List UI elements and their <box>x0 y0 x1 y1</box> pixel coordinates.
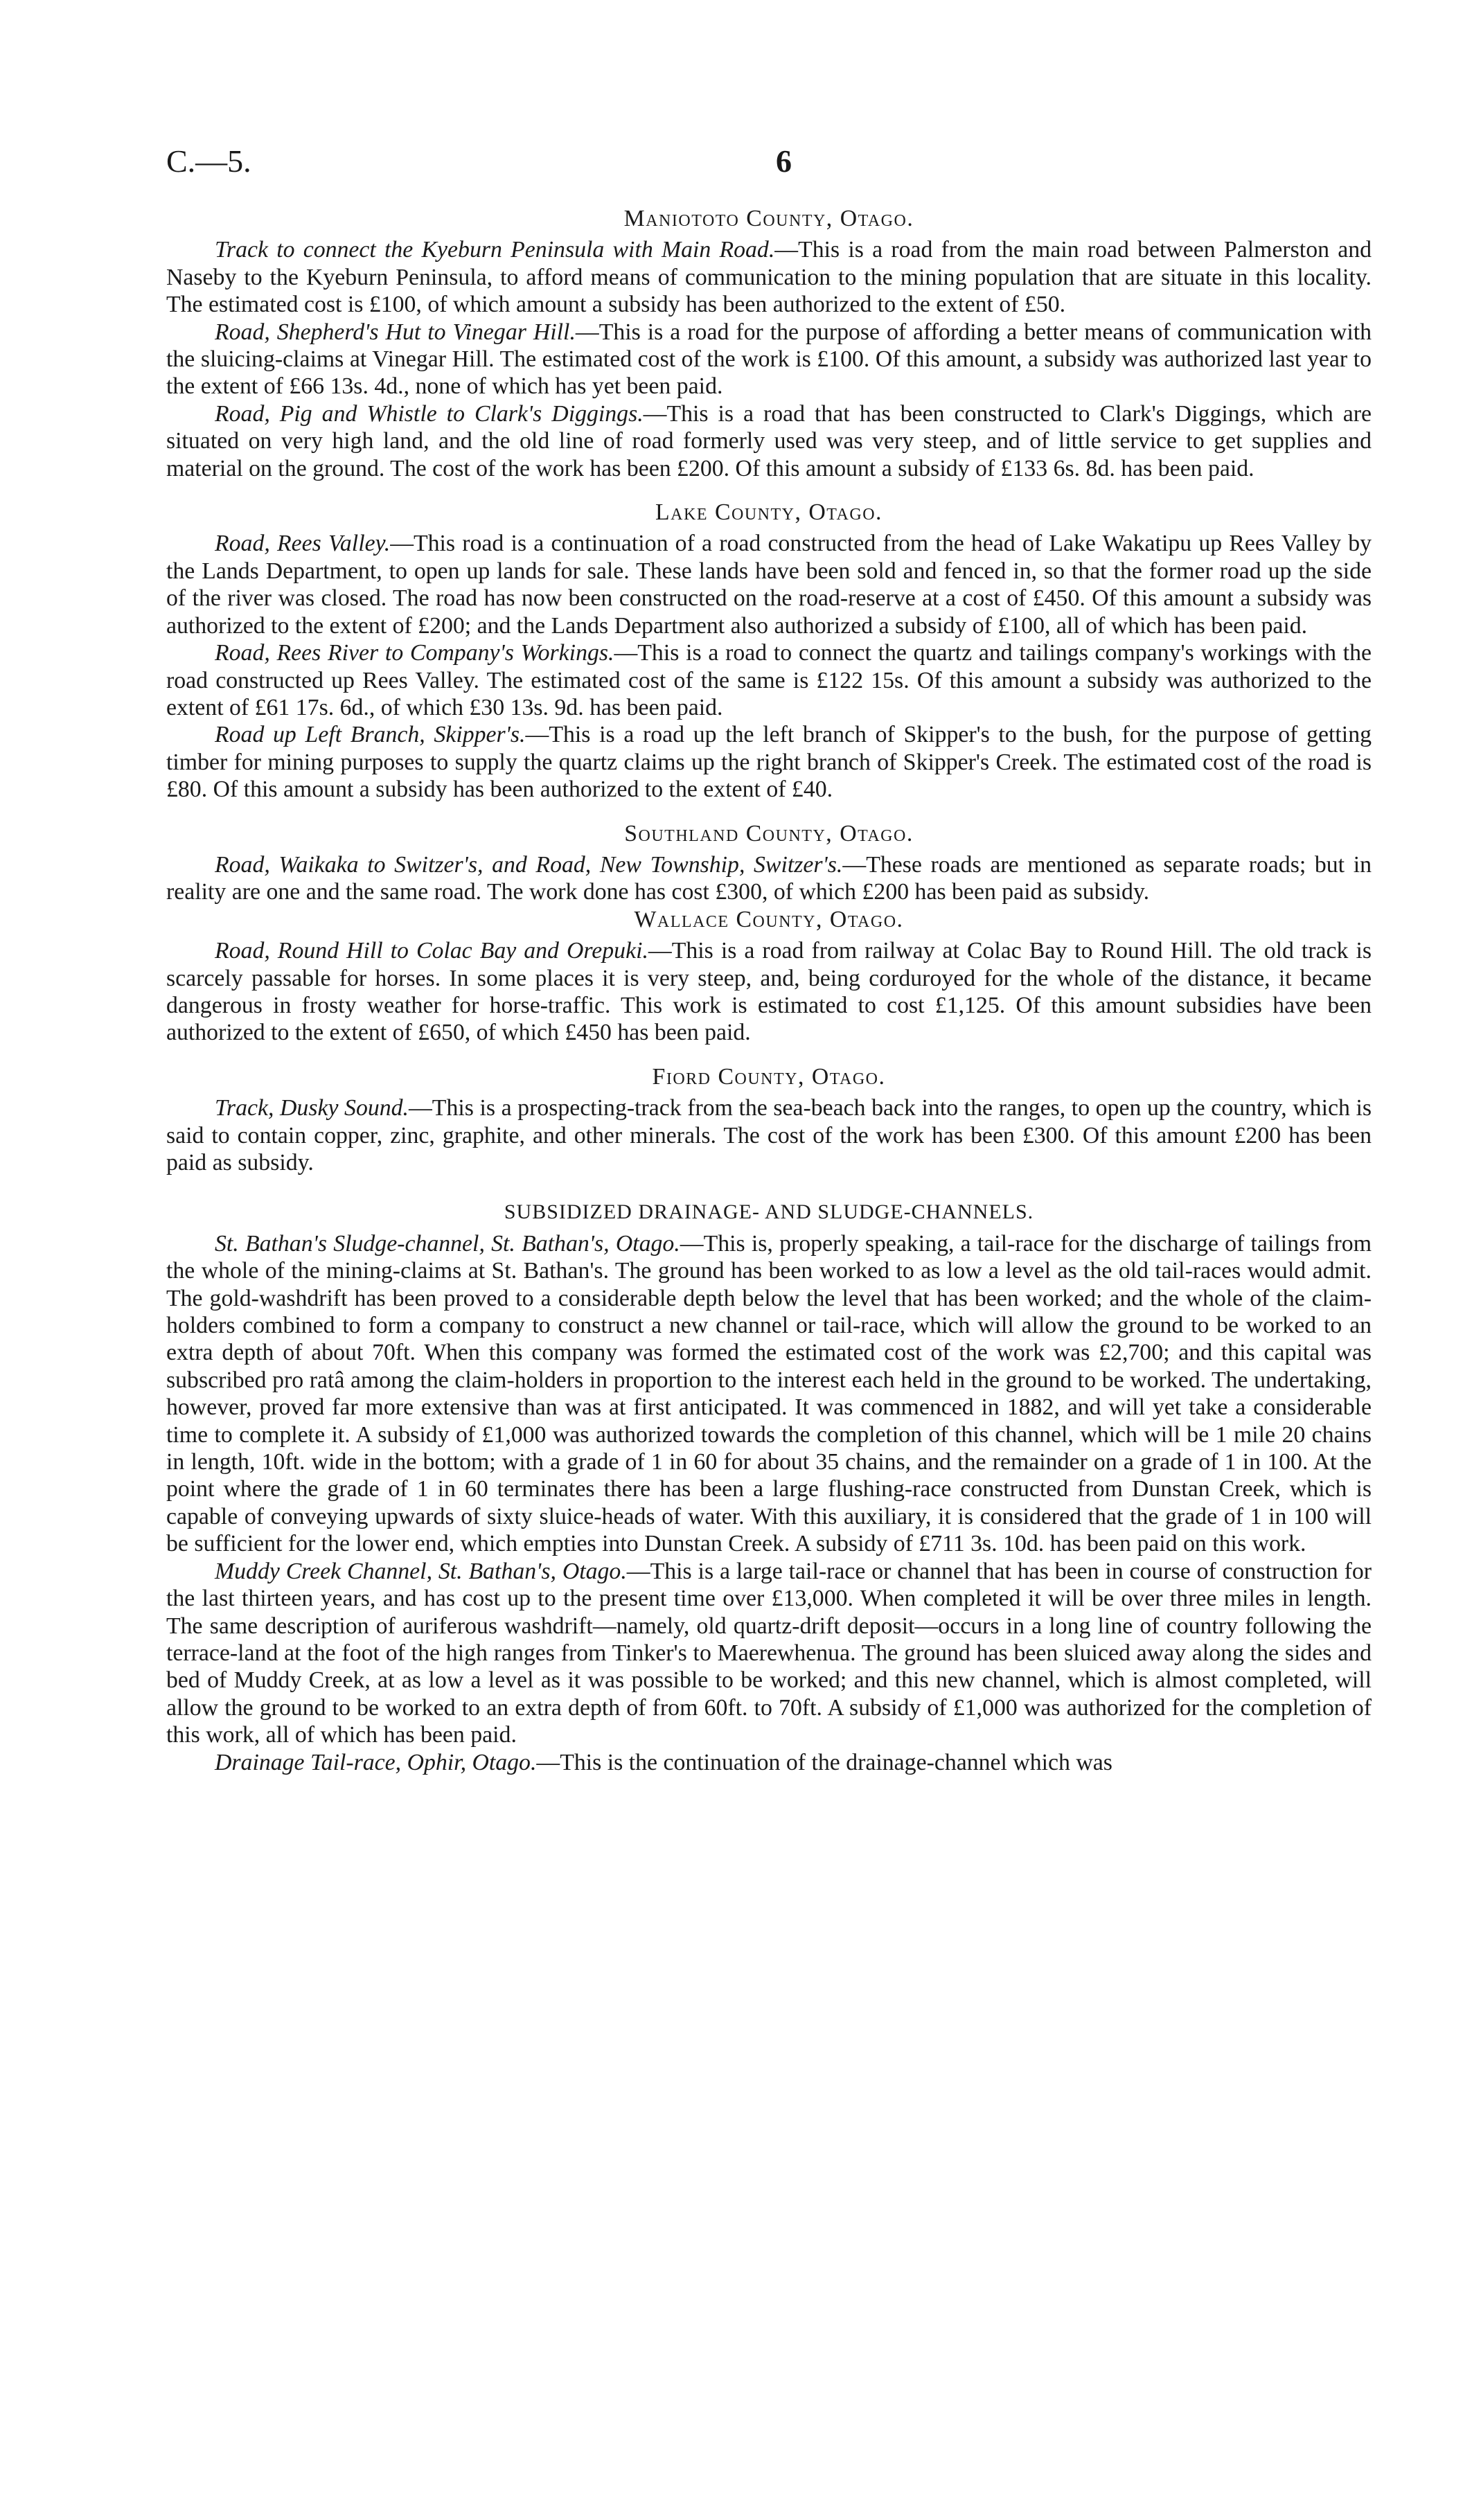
paragraph-text: —This is a road for the purpose of affording a better means of communication with the sluicing-claims at Vinegar Hill. The estimated cost of the work is £100. Of this amount, a subsidy was authorized last year to the extent of £66 13s. 4d., none of which has yet been paid. <box>166 319 1372 400</box>
paragraph-title: Drainage Tail-race, Ophir, Otago. <box>215 1749 537 1775</box>
section-heading-maniototo: Maniototo County, Otago. <box>623 206 914 231</box>
paragraph <box>166 530 1372 639</box>
paragraph-title: Road up Left Branch, Skipper's. <box>215 722 526 748</box>
paragraph-title: Road, Pig and Whistle to Clark's Diggings. <box>215 400 644 427</box>
paragraph <box>166 1558 1372 1749</box>
paragraph-text: —This is the continuation of the drainage-channel which was <box>536 1749 1112 1775</box>
section-heading-lake: Lake County, Otago. <box>655 499 883 526</box>
paragraph <box>166 319 1372 400</box>
paragraph <box>166 1749 1372 1776</box>
paragraph-text: —This is a road up the left branch of Skipper's to the bush, for the purpose of getting timber for mining purposes to supply the quartz claims up the right branch of Skipper's Creek. The estimated cost of the road is £80. Of this amount a subsidy has been authorized to the extent of £40. <box>166 722 1372 803</box>
paragraph-text: —These roads are mentioned as separate roads; but in reality are one and the same road. The work done has cost £300, of which £200 has been paid as subsidy. <box>166 851 1372 905</box>
paragraph <box>166 400 1372 482</box>
paragraph-title: St. Bathan's Sludge-channel, St. Bathan's, Otago. <box>215 1230 680 1257</box>
paragraph-text: —This road is a continuation of a road constructed from the head of Lake Wakatipu up Rees Valley by the Lands Department, to open up lands for sale. These lands have been sold and fenced in, so that the former road up the side of the river was closed. The road has now been constructed on the road-reserve at a cost of £450. Of this amount a subsidy was authorized to the extent of £200; and the Lands Department also authorized a subsidy of £100, all of which has been paid. <box>166 531 1372 639</box>
paragraph-text: —This is a road that has been constructed to Clark's Diggings, which are situated on very high land, and the old line of road formerly used was very steep, and of little service to get supplies and material on the ground. The cost of the work has been £200. Of this amount a subsidy of £133 6s. 8d. has been paid. <box>166 400 1372 481</box>
paragraph <box>166 721 1372 803</box>
paragraph-text: —This is, properly speaking, a tail-race for the discharge of tailings from the whole of the mining-claims at St. Bathan's. The ground has been worked to as low a level as the old tail-races would admit. The gold-washdrift has been proved to a considerable depth below the level that has been worked; and the whole of the claim-holders combined to form a company to construct a new channel or tail-race, which will allow the ground to be worked to an extra depth of about 70ft. When this company was formed the estimated cost of the work was £2,700; and this capital was subscribed pro ratâ among the claim-holders in proportion to the interest each held in the ground to be worked. The undertaking, however, proved far more extensive than was at first anticipated. It was commenced in 1882, and will yet take a considerable time to complete it. A subsidy of £1,000 was authorized towards the completion of this channel, which will be 1 mile 20 chains in length, 10ft. wide in the bottom; with a grade of 1 in 60 for about 35 chains, and the remainder on a grade of 1 in 100. At the point where the grade of 1 in 60 terminates there has been a large flushing-race constructed from Dunstan Creek, which is capable of conveying upwards of sixty sluice-heads of water. With this auxiliary, it is considered that the grade of 1 in 100 will be sufficient for the lower end, which empties into Dunstan Creek. A subsidy of £711 3s. 10d. has been paid on this work. <box>166 1230 1372 1557</box>
page-number: 6 <box>776 143 792 179</box>
paragraph-title: Road, Rees Valley. <box>215 531 391 557</box>
paragraph-title: Muddy Creek Channel, St. Bathan's, Otago. <box>215 1558 627 1584</box>
section-heading-southland: Southland County, Otago. <box>624 820 914 846</box>
paragraph <box>166 851 1372 906</box>
paragraph-title: Track, Dusky Sound. <box>215 1095 409 1121</box>
paragraph <box>166 236 1372 318</box>
section-heading-drainage: SUBSIDIZED DRAINAGE- AND SLUDGE-CHANNELS. <box>504 1200 1034 1224</box>
page-header <box>166 143 1315 184</box>
paragraph-title: Road, Round Hill to Colac Bay and Orepuki. <box>215 938 648 964</box>
paragraph <box>166 937 1372 1047</box>
paragraph <box>166 1230 1372 1558</box>
section-heading-fiord: Fiord County, Otago. <box>652 1063 886 1090</box>
page-body <box>166 205 1372 1776</box>
paragraph-text: —This is a road from railway at Colac Bay to Round Hill. The old track is scarcely passable for horses. In some places it is very steep, and, being corduroyed for the whole of the distance, it became dangerous in frosty weather for horse-traffic. This work is estimated to cost £1,125. Of this amount subsidies have been authorized to the extent of £650, of which £450 has been paid. <box>166 938 1372 1046</box>
paragraph-title: Road, Rees River to Company's Workings. <box>215 640 614 666</box>
paragraph-text: —This is a road from the main road between Palmerston and Naseby to the Kyeburn Peninsula, to afford means of communication to the mining population that are situate in this locality. The estimated cost is £100, of which amount a subsidy has been authorized to the extent of £50. <box>166 237 1372 318</box>
paragraph-title: Road, Waikaka to Switzer's, and Road, New Township, Switzer's. <box>215 851 843 878</box>
paragraph-text: —This is a prospecting-track from the sea-beach back into the ranges, to open up the country, which is said to contain copper, zinc, graphite, and other minerals. The cost of the work has been £300. Of this amount £200 has been paid as subsidy. <box>166 1095 1372 1175</box>
document-reference: C.—5. <box>166 143 251 179</box>
paragraph <box>166 639 1372 721</box>
paragraph <box>166 1094 1372 1176</box>
paragraph-title: Road, Shepherd's Hut to Vinegar Hill. <box>215 319 576 345</box>
paragraph-title: Track to connect the Kyeburn Peninsula with Main Road. <box>215 237 775 263</box>
section-heading-wallace: Wallace County, Otago. <box>634 906 904 932</box>
paragraph-text: —This is a large tail-race or channel that has been in course of construction for the last thirteen years, and has cost up to the present time over £13,000. When completed it will be over three miles in length. The same description of auriferous washdrift—namely, old quartz-drift deposit—occurs in a long line of country following the terrace-land at the foot of the high ranges from Tinker's to Maerewhenua. The ground has been sluiced away along the sides and bed of Muddy Creek, at as low a level as it was possible to be worked; and this new channel, which is almost completed, will allow the ground to be worked to an extra depth of from 60ft. to 70ft. A subsidy of £1,000 was authorized for the completion of this work, all of which has been paid. <box>166 1558 1372 1748</box>
paragraph-text: —This is a road to connect the quartz and tailings company's workings with the road constructed up Rees Valley. The estimated cost of the same is £122 15s. Of this amount a subsidy was authorized to the extent of £61 17s. 6d., of which £30 13s. 9d. has been paid. <box>166 640 1372 720</box>
